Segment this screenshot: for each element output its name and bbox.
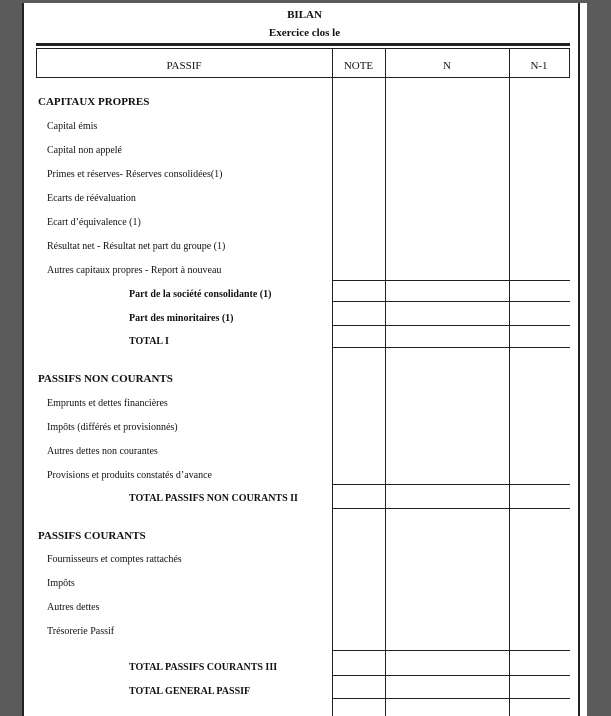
row-rule <box>332 508 570 509</box>
row-total-i: TOTAL I <box>129 336 169 347</box>
row-total-passifs-courants: TOTAL PASSIFS COURANTS III <box>129 662 278 673</box>
document-title: BILAN <box>287 9 322 21</box>
title-rule-thin <box>36 48 570 49</box>
column-header-passif: PASSIF <box>166 60 202 72</box>
row-rule <box>332 301 570 302</box>
row-autres-capitaux-propres: Autres capitaux propres - Report à nouveau <box>47 265 222 276</box>
column-header-n1: N-1 <box>530 60 548 72</box>
row-impots-differes: Impôts (différés et provisionnés) <box>47 422 178 433</box>
column-separator-n1 <box>509 48 510 716</box>
row-total-passifs-non-courants: TOTAL PASSIFS NON COURANTS II <box>129 493 298 504</box>
row-rule <box>332 675 570 676</box>
section-heading-capitaux-propres: CAPITAUX PROPRES <box>38 96 150 108</box>
row-rule <box>332 325 570 326</box>
row-capital-emis: Capital émis <box>47 121 98 132</box>
column-header-n: N <box>443 60 451 72</box>
row-part-societe-consolidante: Part de la société consolidante (1) <box>129 289 272 300</box>
title-rule-thick <box>36 43 570 46</box>
table-right-border <box>569 48 570 78</box>
row-capital-non-appele: Capital non appelé <box>47 145 122 156</box>
header-rule <box>36 77 570 78</box>
row-total-general-passif: TOTAL GENERAL PASSIF <box>129 686 251 697</box>
row-fournisseurs: Fournisseurs et comptes rattachés <box>47 554 182 565</box>
document-page <box>22 3 587 716</box>
row-rule <box>332 650 570 651</box>
row-rule <box>332 280 570 281</box>
column-separator-note <box>332 48 333 716</box>
document-subtitle: Exercice clos le <box>268 27 341 39</box>
row-resultat-net: Résultat net - Résultat net part du groupe (1) <box>47 241 226 252</box>
row-rule <box>332 347 570 348</box>
row-ecart-equivalence: Ecart d’équivalence (1) <box>47 217 141 228</box>
page-right-border <box>578 3 580 716</box>
row-provisions-produits: Provisions et produits constatés d’avance <box>47 470 212 481</box>
row-tresorerie-passif: Trésorerie Passif <box>47 626 115 637</box>
section-heading-passifs-courants: PASSIFS COURANTS <box>38 530 146 542</box>
row-impots: Impôts <box>47 578 75 589</box>
row-ecarts-reevaluation: Ecarts de réévaluation <box>47 193 136 204</box>
column-header-note: NOTE <box>343 60 374 72</box>
row-part-minoritaires: Part des minoritaires (1) <box>129 313 234 324</box>
row-rule <box>332 698 570 699</box>
section-heading-passifs-non-courants: PASSIFS NON COURANTS <box>38 373 173 385</box>
column-separator-n <box>385 48 386 716</box>
row-autres-dettes: Autres dettes <box>47 602 100 613</box>
row-rule <box>332 484 570 485</box>
row-emprunts-dettes: Emprunts et dettes financières <box>47 398 168 409</box>
page-left-border <box>22 3 24 716</box>
row-primes-reserves: Primes et réserves- Réserves consolidées(1) <box>47 169 223 180</box>
row-autres-dettes-non-courantes: Autres dettes non courantes <box>47 446 158 457</box>
